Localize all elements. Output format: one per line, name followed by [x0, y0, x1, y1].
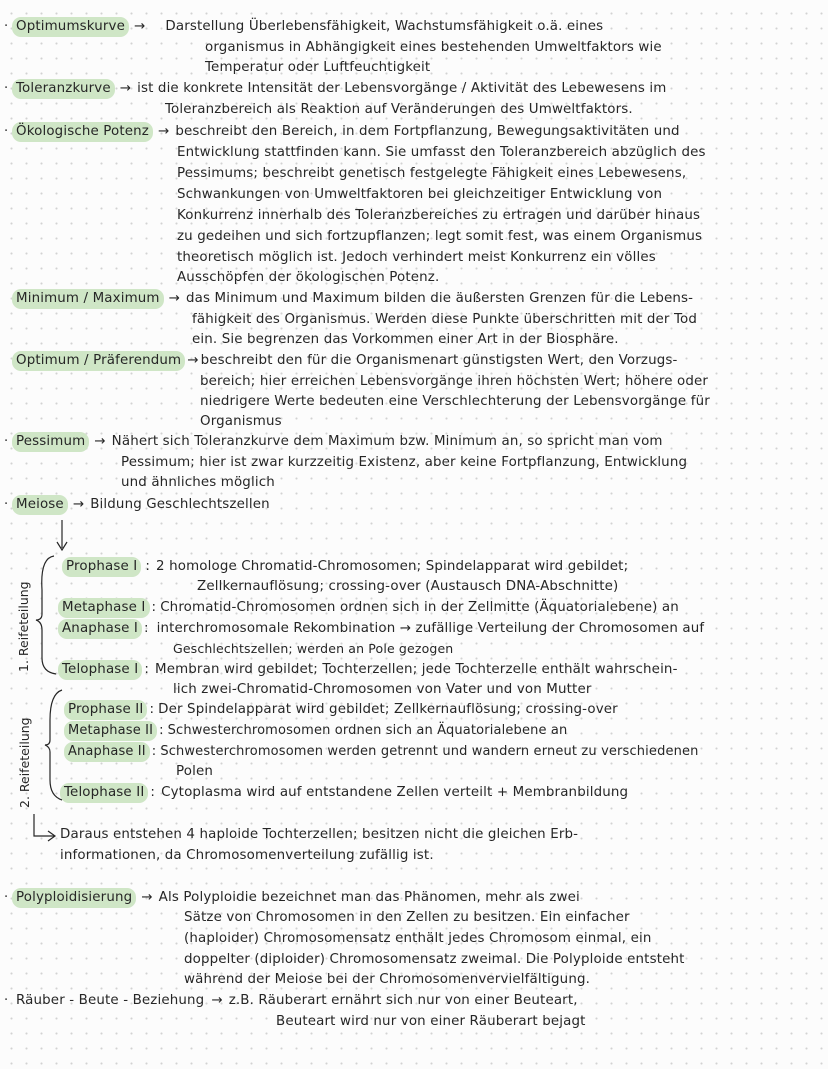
- raeuber-beute-text: z.B. Räuberart ernährt sich nur von einer Beuteart,: [228, 993, 578, 1008]
- bullet: ·: [4, 993, 9, 1008]
- phase-telophase-1: Telophase I: [58, 660, 142, 680]
- optimumskurve-line-1: [12, 17, 603, 37]
- reifeteilung-1-bracket: [36, 556, 56, 674]
- result-hook-arrow-icon: [34, 814, 55, 841]
- phase-prophase-1: Prophase I: [62, 557, 141, 577]
- metaphase-2-text: Schwesterchromosomen ordnen sich an Äquatorialebene an: [167, 723, 568, 738]
- pessimum-line-3: und ähnliches möglich: [121, 475, 275, 490]
- metaphase-1-line-1: Metaphase I : Chromatid-Chromosomen ordnen sich in der Zellmitte (Äquatorialebene) an: [58, 598, 679, 618]
- bullet: ·: [4, 81, 9, 96]
- polyploidisierung-line-5: während der Meiose bei der Chromosomenvervielfältigung.: [184, 972, 591, 987]
- potenz-line-5: Konkurrenz innerhalb des Toleranzbereiches zu ertragen und darüber hinaus: [177, 208, 701, 223]
- telophase-2-line-1: Telophase II : Cytoplasma wird auf entstandene Zellen verteilt + Membranbildung: [60, 783, 628, 803]
- reifeteilung-1-label: 1. Reifeteilung: [16, 581, 31, 672]
- meiose-text: Bildung Geschlechtszellen: [90, 497, 270, 512]
- term-optimum-praeferendum: Optimum / Präferendum: [12, 351, 185, 371]
- term-minimum-maximum: Minimum / Maximum: [12, 289, 164, 309]
- arrow-icon: →: [211, 993, 223, 1008]
- phase-metaphase-2: Metaphase II: [64, 721, 157, 741]
- anaphase-2-line-2: Polen: [176, 764, 213, 779]
- telophase-1-text: Membran wird gebildet; Tochterzellen; jede Tochterzelle enthält wahrschein-: [155, 662, 678, 677]
- bullet: ·: [4, 497, 9, 512]
- prophase-1-line-1: Prophase I : 2 homologe Chromatid-Chromosomen; Spindelapparat wird gebildet;: [62, 557, 628, 577]
- bullet: ·: [4, 124, 9, 139]
- term-toleranzkurve: Toleranzkurve: [12, 79, 115, 99]
- anaphase-1-line-1: Anaphase I : interchromosomale Rekombination → zufällige Verteilung der Chromosomen auf: [58, 619, 704, 639]
- optimum-line-2: bereich; hier erreichen Lebensvorgänge ihren höchsten Wert; höhere oder: [200, 374, 709, 389]
- arrow-icon: →: [141, 890, 153, 905]
- arrow-icon: →: [72, 497, 85, 512]
- prophase-1-line-2: Zellkernauflösung; crossing-over (Austausch DNA-Abschnitte): [197, 579, 619, 594]
- phase-metaphase-1: Metaphase I: [58, 598, 150, 618]
- polyploidisierung-line-1: [12, 888, 580, 908]
- term-meiose: Meiose: [12, 495, 68, 515]
- term-polyploidisierung: Polyploidisierung: [12, 888, 136, 908]
- potenz-line-2: Entwicklung stattfinden kann. Sie umfasst den Toleranzbereich abzüglich des: [177, 145, 706, 160]
- term-oekologische-potenz: Ökologische Potenz: [12, 122, 153, 142]
- meiose-line-1: [12, 495, 270, 515]
- phase-anaphase-2: Anaphase II: [64, 742, 150, 762]
- metaphase-1-text: Chromatid-Chromosomen ordnen sich in der Zellmitte (Äquatorialebene) an: [160, 600, 679, 615]
- metaphase-2-line-1: Metaphase II : Schwesterchromosomen ordnen sich an Äquatorialebene an: [64, 721, 567, 741]
- telophase-1-line-1: Telophase I : Membran wird gebildet; Tochterzellen; jede Tochterzelle enthält wahrschein-: [58, 660, 678, 680]
- arrow-icon: →: [94, 434, 106, 449]
- potenz-line-6: zu gedeihen und sich fortzupflanzen; legt somit fest, was einem Organismus: [177, 229, 703, 244]
- phase-telophase-2: Telophase II: [60, 783, 148, 803]
- bullet: ·: [4, 434, 9, 449]
- term-pessimum: Pessimum: [12, 432, 89, 452]
- arrow-icon: →: [168, 291, 180, 306]
- toleranzkurve-line-2: Toleranzbereich als Reaktion auf Veränderungen des Umweltfaktors.: [165, 102, 633, 117]
- prophase-2-text: Der Spindelapparat wird gebildet; Zellkernauflösung; crossing-over: [158, 702, 618, 717]
- prophase-2-line-1: Prophase II : Der Spindelapparat wird gebildet; Zellkernauflösung; crossing-over: [64, 700, 618, 720]
- phase-anaphase-1: Anaphase I: [58, 619, 142, 639]
- bullet: ·: [4, 890, 9, 905]
- anaphase-2-line-1: Anaphase II : Schwesterchromosomen werden getrennt und wandern erneut zu verschiedenen: [64, 742, 699, 762]
- optimum-text: beschreibt den für die Organismenart günstigsten Wert, den Vorzugs-: [200, 353, 678, 368]
- pessimum-line-1: [12, 432, 663, 452]
- telophase-2-text: Cytoplasma wird auf entstandene Zellen verteilt + Membranbildung: [161, 785, 629, 800]
- anaphase-1-line-2: Geschlechtszellen; werden an Pole gezogen: [173, 641, 454, 656]
- optimum-line-1: [12, 351, 677, 371]
- toleranzkurve-line-1: [12, 79, 666, 99]
- minmax-line-2: fähigkeit des Organismus. Werden diese Punkte überschritten mit der Tod: [192, 312, 698, 327]
- optimumskurve-line-2: organismus in Abhängigkeit eines bestehenden Umweltfaktors wie: [205, 40, 662, 55]
- potenz-line-7: theoretisch möglich ist. Jedoch verhindert meist Konkurrenz ein völles: [177, 250, 656, 265]
- minmax-text: das Minimum und Maximum bilden die äußersten Grenzen für die Lebens-: [185, 291, 694, 306]
- meiose-down-arrow-icon: [57, 520, 67, 550]
- meiose-result-line-2: informationen, da Chromosomenverteilung zufällig ist.: [60, 848, 434, 863]
- raeuber-beute-line-1: [12, 991, 578, 1011]
- polyploidisierung-line-4: doppelter (diploider) Chromosomensatz zweimal. Die Polyploide entsteht: [184, 952, 685, 967]
- reifeteilung-2-label: 2. Reifeteilung: [17, 717, 32, 808]
- polyploidisierung-text: Als Polyploidie bezeichnet man das Phänomen, mehr als zwei: [158, 890, 580, 905]
- anaphase-2-text: Schwesterchromosomen werden getrennt und wandern erneut zu verschiedenen: [160, 744, 699, 759]
- term-optimumskurve: Optimumskurve: [12, 17, 129, 37]
- potenz-line-8: Ausschöpfen der ökologischen Potenz.: [177, 270, 440, 285]
- potenz-line-3: Pessimums; beschreibt genetisch festgelegte Fähigkeit eines Lebewesens,: [177, 166, 687, 181]
- raeuber-beute-line-2: Beuteart wird nur von einer Räuberart bejagt: [276, 1014, 586, 1029]
- potenz-line-1: [12, 122, 680, 142]
- term-raeuber-beute: Räuber - Beute - Beziehung: [16, 993, 205, 1008]
- optimum-line-3: niedrigere Werte bedeuten eine Verschlechterung der Lebensvorgänge für: [200, 394, 710, 409]
- minmax-line-1: [12, 289, 693, 309]
- potenz-text: beschreibt den Bereich, in dem Fortpflanzung, Bewegungsaktivitäten und: [175, 124, 680, 139]
- arrow-icon: →: [119, 81, 132, 96]
- phase-prophase-2: Prophase II: [64, 700, 147, 720]
- optimumskurve-line-3: Temperatur oder Luftfeuchtigkeit: [205, 60, 431, 75]
- optimum-line-4: Organismus: [200, 414, 282, 429]
- arrow-icon: →: [134, 19, 146, 34]
- arrow-icon: →: [157, 124, 170, 139]
- minmax-line-3: ein. Sie begrenzen das Vorkommen einer Art in der Biosphäre.: [192, 332, 619, 347]
- polyploidisierung-line-3: (haploider) Chromosomensatz enthält jedes Chromosom einmal, ein: [184, 931, 652, 946]
- polyploidisierung-line-2: Sätze von Chromosomen in den Zellen zu besitzen. Ein einfacher: [184, 910, 630, 925]
- toleranzkurve-text: ist die konkrete Intensität der Lebensvorgänge / Aktivität des Lebewesens im: [137, 81, 667, 96]
- arrow-icon: →: [187, 353, 199, 368]
- potenz-line-4: Schwankungen von Umweltfaktoren bei gleichzeitiger Entwicklung von: [177, 187, 663, 202]
- bullet: ·: [4, 19, 9, 34]
- pessimum-line-2: Pessimum; hier ist zwar kurzzeitig Existenz, aber keine Fortpflanzung, Entwicklung: [121, 455, 688, 470]
- meiose-result-line-1: Daraus entstehen 4 haploide Tochterzellen; besitzen nicht die gleichen Erb-: [60, 827, 579, 842]
- anaphase-1-text: interchromosomale Rekombination → zufällige Verteilung der Chromosomen auf: [156, 621, 705, 636]
- telophase-1-line-2: lich zwei-Chromatid-Chromosomen von Vater und von Mutter: [173, 682, 592, 697]
- prophase-1-text: 2 homologe Chromatid-Chromosomen; Spindelapparat wird gebildet;: [156, 559, 629, 574]
- pessimum-text: Nähert sich Toleranzkurve dem Maximum bzw. Minimum an, so spricht man vom: [111, 434, 663, 449]
- optimumskurve-text: Darstellung Überlebensfähigkeit, Wachstumsfähigkeit o.ä. eines: [165, 19, 604, 34]
